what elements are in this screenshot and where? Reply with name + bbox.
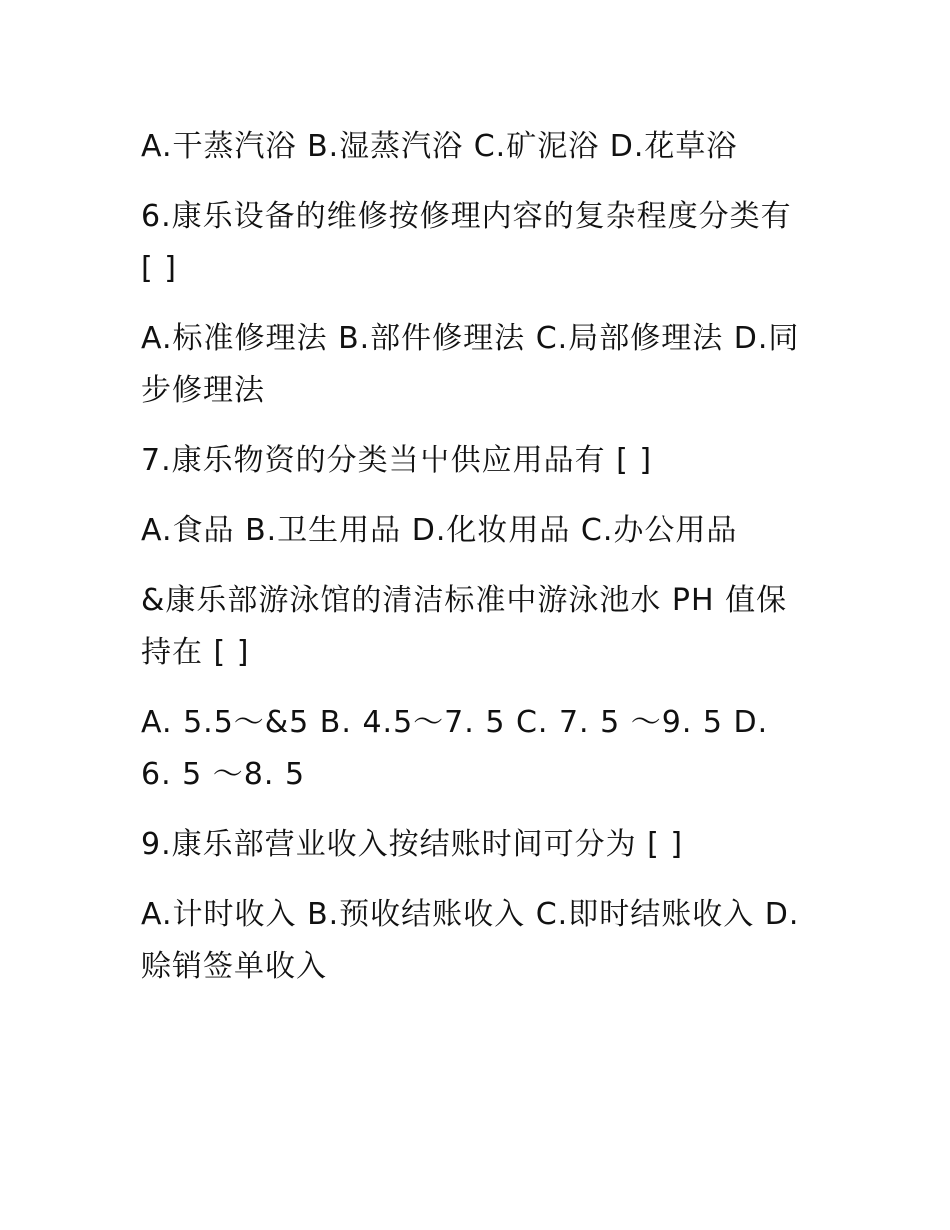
question-6: 6.康乐设备的维修按修理内容的复杂程度分类有 [ ] [141, 199, 792, 286]
question-9: 9.康乐部营业收入按结账时间可分为 [ ] [141, 827, 684, 862]
options-q9: A.计时收入 B.预收结账收入 C.即时结账收入 D.赊销签单收入 [141, 897, 800, 984]
options-q8: A. 5.5〜&5 B. 4.5〜7. 5 C. 7. 5 〜9. 5 D. 6. 5 〜8. 5 [141, 705, 769, 792]
question-7: 7.康乐物资的分类当屮供应用品有 [ ] [141, 443, 653, 478]
document-page [141, 121, 806, 1011]
options-q7: A.食品 B.卫生用品 D.化妆用品 C.办公用品 [141, 513, 738, 548]
options-q5: A.干蒸汽浴 B.湿蒸汽浴 C.矿泥浴 D.花草浴 [141, 129, 738, 164]
options-q6: A.标准修理法 B.部件修理法 C.局部修理法 D.同步修理法 [141, 321, 800, 408]
question-8: &康乐部游泳馆的清洁标准中游泳池水 PH 值保持在 [ ] [141, 583, 788, 670]
